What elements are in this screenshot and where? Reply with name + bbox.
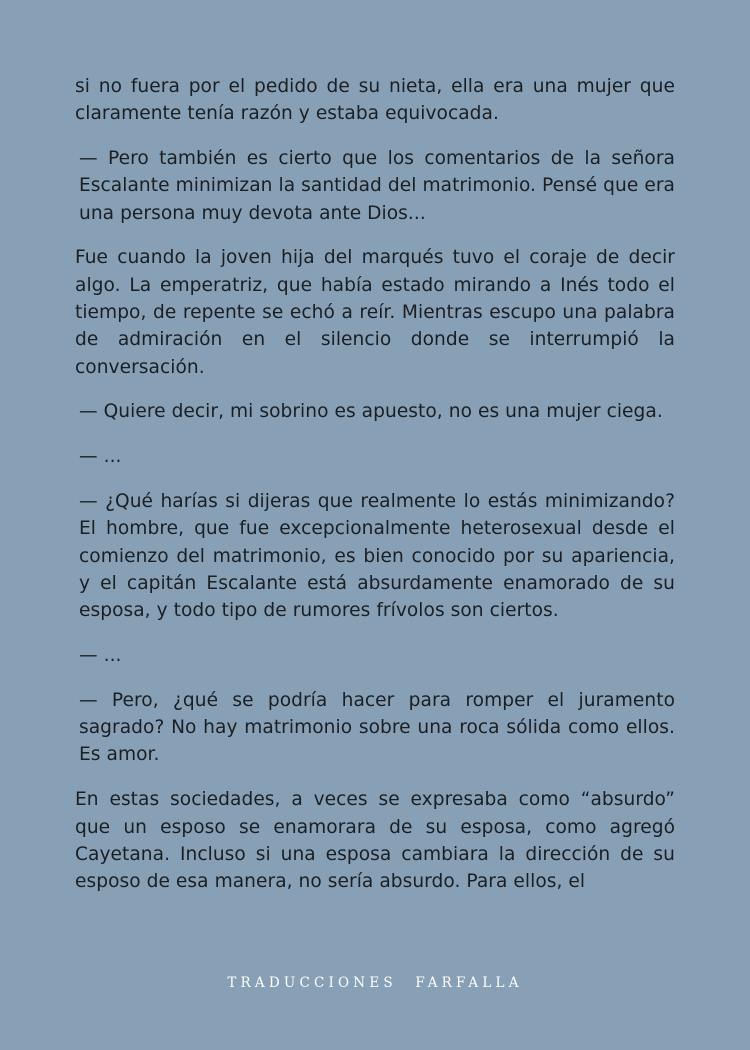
dialogue-paragraph: — ... [79,645,122,667]
page-body [75,73,675,913]
footer-credit: TRADUCCIONES FARFALLA [227,975,523,991]
dialogue-paragraph: — ... [79,446,122,468]
paragraph: Fue cuando la joven hija del marqués tuvo el coraje de decir algo. La emperatriz, que había estado mirando a Inés todo el tiempo, de repente se echó a reír. Mientras escupo una palabra de admiración en el silencio donde se interrumpió la conversación. [75,247,675,378]
dialogue-paragraph: — Pero también es cierto que los comentarios de la señora Escalante minimizan la santidad del matrimonio. Pensé que era una persona muy devota ante Dios... [79,148,675,224]
dialogue-paragraph: — Quiere decir, mi sobrino es apuesto, no es una mujer ciega. [79,401,663,423]
paragraph: En estas sociedades, a veces se expresaba como “absurdo” que un esposo se enamorara de su esposa, como agregó Cayetana. Incluso si una esposa cambiara la dirección de su esposo de esa manera, no sería absurdo. Para ellos, el [75,789,675,893]
paragraph: si no fuera por el pedido de su nieta, ella era una mujer que claramente tenía razón y estaba equivocada. [75,76,675,125]
dialogue-paragraph: — Pero, ¿qué se podría hacer para romper el juramento sagrado? No hay matrimonio sobre una roca sólida como ellos. Es amor. [79,689,675,766]
dialogue-paragraph: — ¿Qué harías si dijeras que realmente lo estás minimizando? El hombre, que fue excepcionalmente heterosexual desde el comienzo del matrimonio, es bien conocido por su apariencia, y el capitán Escalante está absurdamente enamorado de su esposa, y todo tipo de rumores frívolos son ciertos. [79,491,675,622]
